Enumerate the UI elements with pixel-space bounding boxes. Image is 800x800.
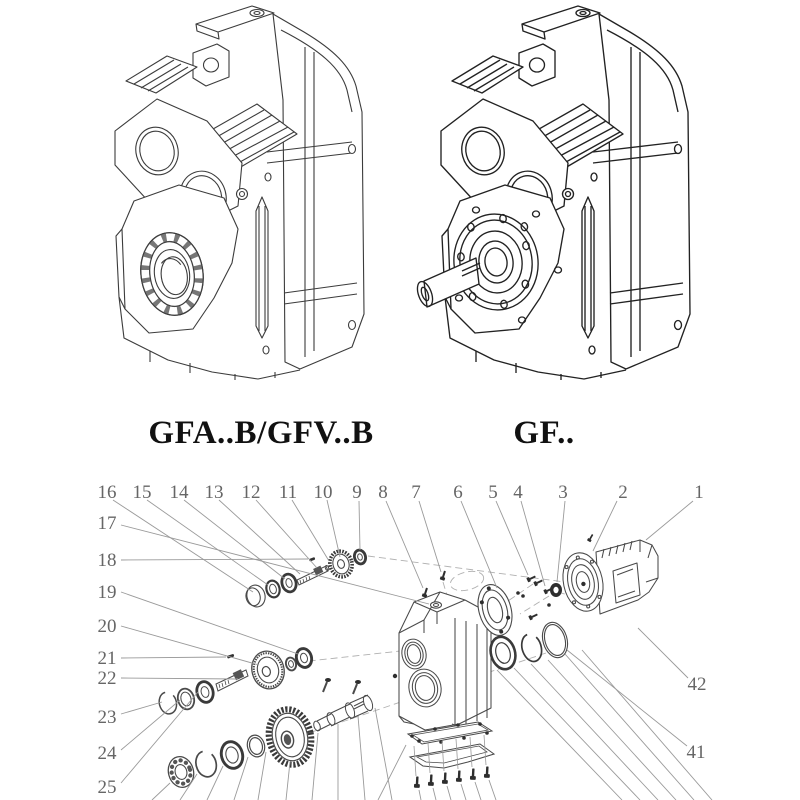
output-seal-part — [218, 739, 245, 771]
end-cap-part — [243, 583, 267, 609]
shim-ring-part — [539, 619, 572, 660]
callout-17: 17 — [97, 513, 117, 534]
callout-5: 5 — [488, 482, 498, 503]
bearing-part — [294, 647, 313, 669]
left-gearbox-drawing — [115, 6, 364, 380]
callout-12: 12 — [241, 482, 261, 503]
ball-bearing-part — [165, 754, 197, 790]
callout-25: 25 — [97, 777, 117, 798]
callout-18: 18 — [97, 550, 117, 571]
callout-42: 42 — [687, 674, 707, 695]
snap-ring-part — [519, 632, 545, 664]
callout-20: 20 — [97, 616, 117, 637]
callout-22: 22 — [97, 668, 117, 689]
retaining-ring-part — [157, 690, 179, 716]
input-shaft-assembly — [243, 549, 367, 610]
input-bearing-part — [280, 572, 298, 593]
callout-15: 15 — [132, 482, 152, 503]
model-label-right: GF.. — [513, 415, 575, 451]
motor-pinion-bushing-part — [550, 583, 562, 597]
callout-19: 19 — [97, 582, 117, 603]
callout-24: 24 — [97, 743, 117, 764]
callout-6: 6 — [453, 482, 463, 503]
oil-seal-part — [265, 579, 282, 599]
callout-41: 41 — [686, 742, 706, 763]
callout-3: 3 — [558, 482, 568, 503]
callout-13: 13 — [204, 482, 224, 503]
input-pinion-shaft-part — [297, 565, 329, 585]
callout-9: 9 — [352, 482, 362, 503]
callout-14: 14 — [169, 482, 189, 503]
right-gearbox-drawing — [414, 6, 690, 380]
callout-11: 11 — [278, 482, 298, 503]
callout-2: 2 — [618, 482, 628, 503]
callout-10: 10 — [313, 482, 333, 503]
exploded-view — [98, 482, 713, 800]
bottom-cover-assembly — [408, 722, 494, 788]
callout-8: 8 — [378, 482, 388, 503]
callout-21: 21 — [97, 648, 117, 669]
input-key-part — [309, 557, 316, 561]
callout-23: 23 — [97, 707, 117, 728]
intermediate-pinion-part — [216, 669, 248, 691]
output-gear-part — [264, 705, 317, 769]
motor-part — [558, 533, 658, 614]
input-gear-part — [327, 549, 355, 580]
output-solid-shaft-part — [312, 694, 374, 732]
intermediate-gear-part — [248, 648, 289, 693]
input-locknut-part — [353, 549, 367, 565]
output-bearing-part — [487, 634, 519, 672]
gear-housing-part — [393, 592, 491, 730]
output-washer-part — [245, 733, 267, 759]
cover-plate-part — [410, 744, 494, 768]
callout-4: 4 — [513, 482, 523, 503]
shaft-key-studs — [323, 678, 361, 694]
callout-1: 1 — [694, 482, 704, 503]
callout-16: 16 — [97, 482, 117, 503]
seal-ring-part — [176, 687, 197, 711]
callout-7: 7 — [411, 482, 421, 503]
model-label-left: GFA..B/GFV..B — [148, 415, 374, 451]
